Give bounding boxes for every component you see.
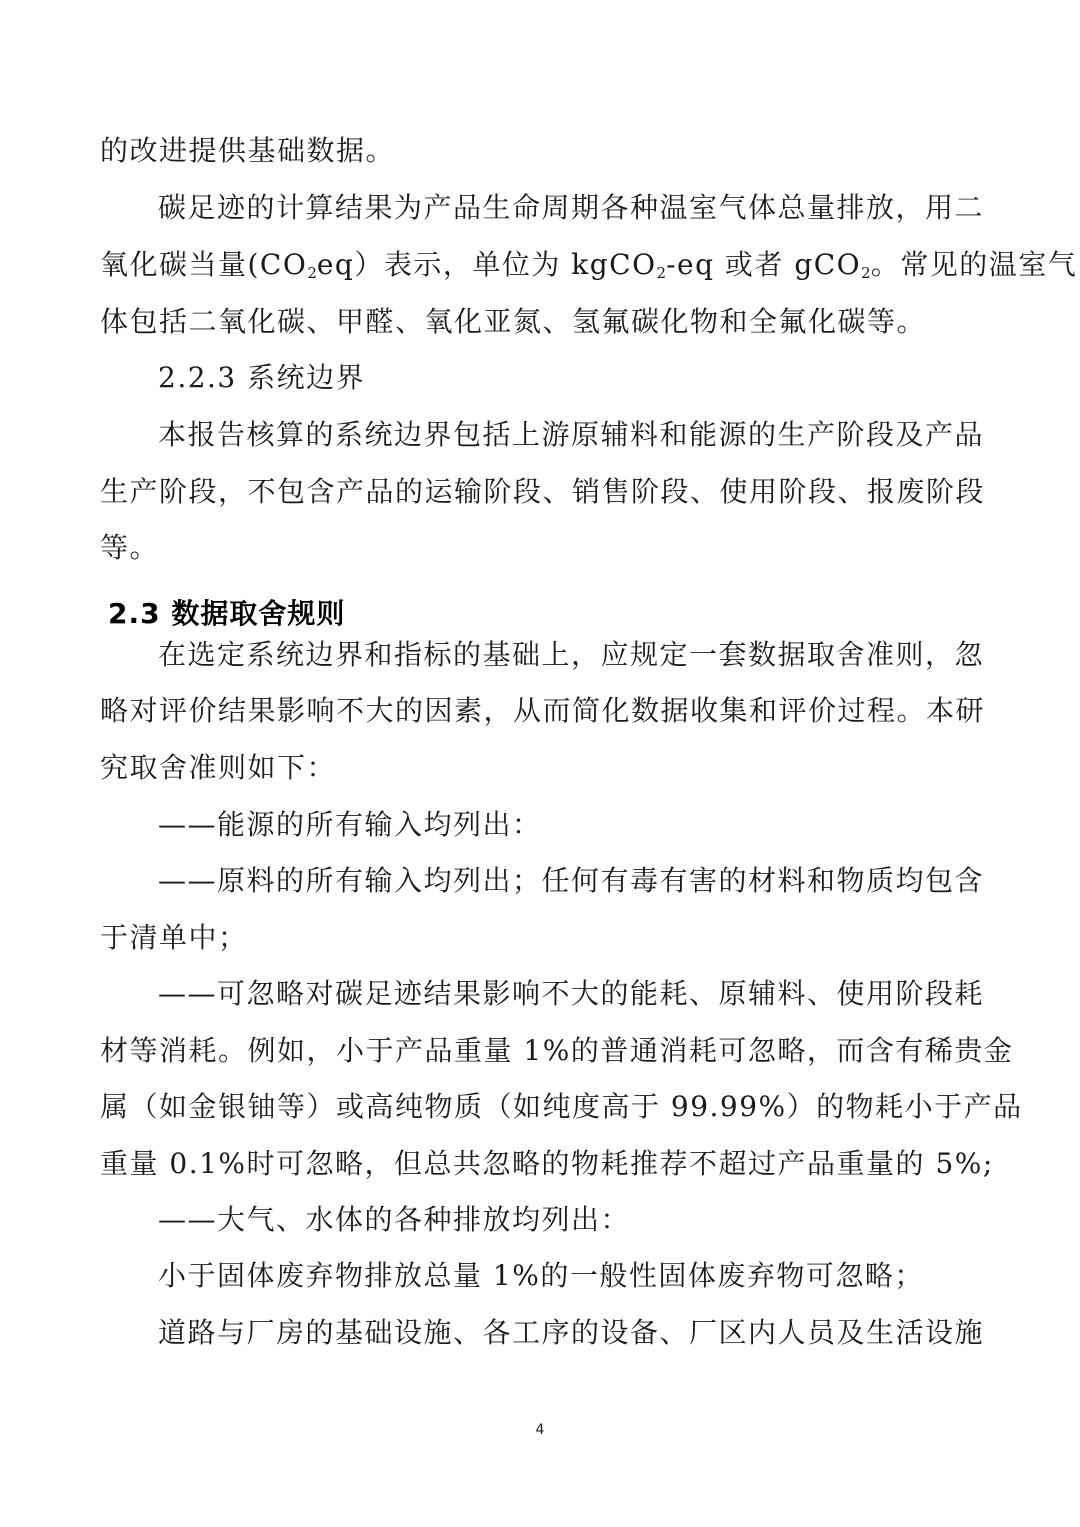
list-item: ——原料的所有输入均列出；任何有毒有害的材料和物质均包含: [158, 864, 985, 897]
paragraph-line: 材等消耗。例如，小于产品重量 1%的普通消耗可忽略，而含有稀贵金: [100, 1034, 1014, 1067]
paragraph-line: 本报告核算的系统边界包括上游原辅料和能源的生产阶段及产品: [158, 418, 985, 451]
list-item: ——大气、水体的各种排放均列出：: [158, 1203, 631, 1236]
paragraph-line: 碳足迹的计算结果为产品生命周期各种温室气体总量排放，用二: [158, 191, 985, 224]
section-heading: 2.3 数据取舍规则: [108, 597, 346, 630]
paragraph-line-co2eq: 氧化碳当量$(CO_2eq)$表示，单位为 kgCO$_2$-eq 或者 gCO$_2$。常见的温室气: [100, 248, 1078, 282]
paragraph-line: 等。: [100, 531, 160, 564]
paragraph-line: 属（如金银铀等）或高纯物质（如纯度高于 99.99%）的物耗小于产品: [100, 1090, 1023, 1123]
paragraph-line: 于清单中；: [100, 921, 248, 954]
paragraph-line: 道路与厂房的基础设施、各工序的设备、厂区内人员及生活设施: [158, 1316, 985, 1349]
page-number: 4: [535, 1422, 545, 1438]
paragraph-line: 究取舍准则如下：: [100, 751, 337, 784]
subsection-title: 2.2.3 系统边界: [158, 361, 366, 394]
paragraph-line: 小于固体废弃物排放总量 1%的一般性固体废弃物可忽略；: [158, 1259, 924, 1292]
paragraph-line: 体包括二氧化碳、甲醛、氧化亚氮、氢氟碳化物和全氟化碳等。: [100, 305, 927, 338]
paragraph-line: 在选定系统边界和指标的基础上，应规定一套数据取舍准则，忽: [158, 638, 985, 671]
paragraph-line: 生产阶段，不包含产品的运输阶段、销售阶段、使用阶段、报废阶段: [100, 475, 986, 508]
paragraph-line: 重量 0.1%时可忽略，但总共忽略的物耗推荐不超过产品重量的 5%;: [100, 1147, 994, 1180]
list-item: ——能源的所有输入均列出：: [158, 808, 542, 841]
paragraph-line: 略对评价结果影响不大的因素，从而简化数据收集和评价过程。本研: [100, 694, 986, 727]
list-item: ——可忽略对碳足迹结果影响不大的能耗、原辅料、使用阶段耗: [158, 977, 985, 1010]
paragraph-line: 的改进提供基础数据。: [100, 134, 396, 167]
